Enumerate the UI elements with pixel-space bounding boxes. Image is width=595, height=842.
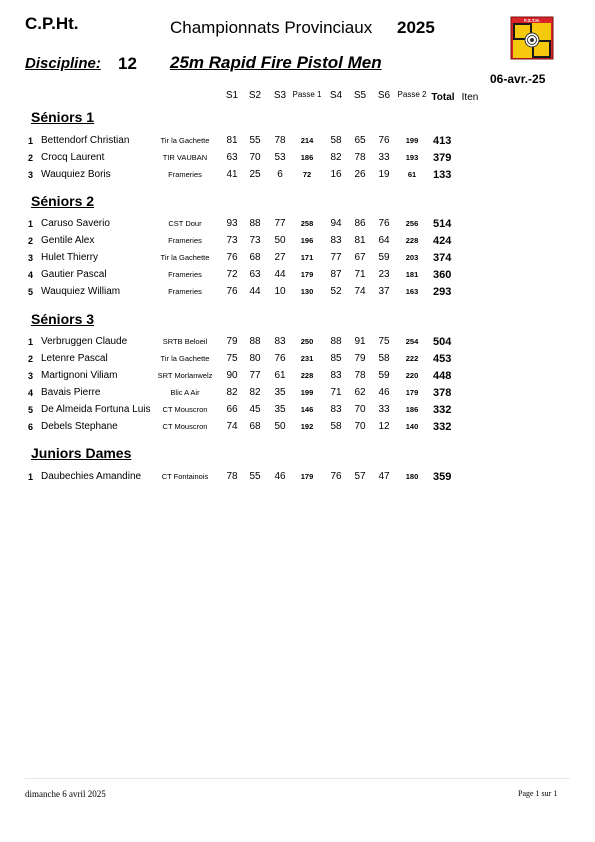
- cell-club: Tir la Gachette: [160, 253, 210, 262]
- cell-p1: 179: [300, 270, 314, 279]
- section-title: Séniors 2: [31, 193, 95, 209]
- table-row: [0, 370, 595, 386]
- cell-s1: 73: [226, 235, 238, 246]
- cell-s2: 77: [249, 370, 261, 381]
- cell-s4: 77: [330, 252, 342, 263]
- cell-total: 332: [433, 421, 452, 433]
- column-header-s6: S6: [377, 90, 391, 101]
- cell-club: Blic A Air: [170, 388, 200, 397]
- table-row: [0, 169, 595, 185]
- cell-s5: 81: [354, 235, 366, 246]
- column-header-total: Total: [431, 92, 455, 103]
- cell-p2: 193: [405, 153, 419, 162]
- cell-s6: 19: [378, 169, 390, 180]
- cell-s2: 63: [249, 269, 261, 280]
- page-number: Page 1 sur 1: [518, 789, 558, 798]
- cell-rank: 1: [28, 472, 34, 482]
- cell-rank: 5: [28, 405, 34, 415]
- cell-s3: 6: [277, 169, 283, 180]
- cell-s5: 67: [354, 252, 366, 263]
- cell-total: 413: [433, 135, 452, 147]
- cell-s6: 75: [378, 336, 390, 347]
- table-row: [0, 152, 595, 168]
- table-row: [0, 269, 595, 285]
- cell-s6: 59: [378, 370, 390, 381]
- cell-s1: 79: [226, 336, 238, 347]
- cell-s6: 46: [378, 387, 390, 398]
- cell-s4: 58: [330, 421, 342, 432]
- cell-s5: 79: [354, 353, 366, 364]
- cell-club: CT Fontainois: [161, 472, 209, 481]
- cell-s4: 71: [330, 387, 342, 398]
- table-row: [0, 471, 595, 487]
- cell-s6: 33: [378, 404, 390, 415]
- cell-s5: 70: [354, 421, 366, 432]
- cell-s3: 35: [274, 404, 286, 415]
- cell-rank: 3: [28, 170, 34, 180]
- discipline-number: 12: [118, 54, 137, 73]
- footer-divider: [25, 778, 570, 779]
- cell-total: 379: [433, 152, 452, 164]
- table-row: [0, 235, 595, 251]
- cell-s4: 87: [330, 269, 342, 280]
- cell-s2: 45: [249, 404, 261, 415]
- cell-club: Frameries: [168, 287, 202, 296]
- cell-rank: 1: [28, 337, 34, 347]
- cell-s2: 88: [249, 336, 261, 347]
- cell-p2: 181: [405, 270, 419, 279]
- cell-s3: 46: [274, 471, 286, 482]
- cell-s3: 53: [274, 152, 286, 163]
- cell-p1: 258: [300, 219, 314, 228]
- cell-rank: 5: [28, 287, 34, 297]
- cell-total: 453: [433, 353, 452, 365]
- cell-s6: 58: [378, 353, 390, 364]
- cell-s2: 25: [249, 169, 261, 180]
- cell-s1: 90: [226, 370, 238, 381]
- federation-logo: [510, 16, 554, 60]
- cell-name: Gautier Pascal: [41, 269, 107, 280]
- cell-s3: 50: [274, 421, 286, 432]
- cell-p1: 196: [300, 236, 314, 245]
- cell-p2: 203: [405, 253, 419, 262]
- print-date: dimanche 6 avril 2025: [25, 789, 106, 799]
- column-header-passe2: Passe 2: [397, 90, 427, 99]
- table-row: [0, 218, 595, 234]
- cell-p2: 180: [405, 472, 419, 481]
- cell-s4: 83: [330, 370, 342, 381]
- cell-p2: 256: [405, 219, 419, 228]
- cell-club: Tir la Gachette: [160, 354, 210, 363]
- cell-s2: 68: [249, 252, 261, 263]
- cell-s4: 58: [330, 135, 342, 146]
- cell-total: 448: [433, 370, 452, 382]
- cell-rank: 4: [28, 388, 34, 398]
- cell-club: SRT Morlanwelz: [157, 371, 213, 380]
- cell-total: 424: [433, 235, 452, 247]
- cell-s2: 44: [249, 286, 261, 297]
- cell-total: 332: [433, 404, 452, 416]
- table-row: [0, 252, 595, 268]
- cell-p2: 222: [405, 354, 419, 363]
- cell-s6: 76: [378, 135, 390, 146]
- competition-year: 2025: [397, 18, 435, 37]
- column-header-s2: S2: [248, 90, 262, 101]
- cell-s5: 57: [354, 471, 366, 482]
- section-title: Séniors 1: [31, 109, 95, 125]
- cell-club: Frameries: [168, 170, 202, 179]
- table-row: [0, 336, 595, 352]
- cell-total: 360: [433, 269, 452, 281]
- cell-rank: 4: [28, 270, 34, 280]
- cell-s2: 55: [249, 135, 261, 146]
- cell-p1: 192: [300, 422, 314, 431]
- cell-s2: 80: [249, 353, 261, 364]
- cell-name: Wauquiez William: [41, 286, 121, 297]
- cell-rank: 6: [28, 422, 34, 432]
- event-title: 25m Rapid Fire Pistol Men: [170, 53, 382, 72]
- cell-s2: 55: [249, 471, 261, 482]
- cell-s3: 50: [274, 235, 286, 246]
- svg-text:F.S.T.H.: F.S.T.H.: [524, 18, 540, 23]
- cell-s2: 82: [249, 387, 261, 398]
- cell-s5: 91: [354, 336, 366, 347]
- cell-s6: 37: [378, 286, 390, 297]
- cell-s4: 16: [330, 169, 342, 180]
- cell-name: Verbruggen Claude: [41, 336, 128, 347]
- cell-rank: 3: [28, 253, 34, 263]
- column-header-passe1: Passe 1: [292, 90, 322, 99]
- cell-s3: 76: [274, 353, 286, 364]
- cell-name: Bettendorf Christian: [41, 135, 130, 146]
- cell-s6: 76: [378, 218, 390, 229]
- cell-name: Gentile Alex: [41, 235, 95, 246]
- cell-name: Daubechies Amandine: [41, 471, 142, 482]
- cell-s1: 66: [226, 404, 238, 415]
- cell-club: Tir la Gachette: [160, 136, 210, 145]
- cell-s5: 74: [354, 286, 366, 297]
- cell-s1: 76: [226, 286, 238, 297]
- cell-p2: 140: [405, 422, 419, 431]
- cell-p1: 214: [300, 136, 314, 145]
- cell-s1: 41: [226, 169, 238, 180]
- cell-p1: 228: [300, 371, 314, 380]
- cell-name: De Almeida Fortuna Luis: [41, 404, 151, 415]
- cell-total: 133: [433, 169, 452, 181]
- cell-s1: 76: [226, 252, 238, 263]
- column-header-s4: S4: [329, 90, 343, 101]
- cell-p2: 228: [405, 236, 419, 245]
- cell-s4: 82: [330, 152, 342, 163]
- cell-s5: 78: [354, 370, 366, 381]
- cell-rank: 2: [28, 354, 34, 364]
- cell-s2: 68: [249, 421, 261, 432]
- cell-s3: 44: [274, 269, 286, 280]
- cell-s6: 12: [378, 421, 390, 432]
- cell-p2: 61: [407, 170, 417, 179]
- cell-s5: 70: [354, 404, 366, 415]
- cell-total: 378: [433, 387, 452, 399]
- cell-name: Crocq Laurent: [41, 152, 105, 163]
- cell-s5: 71: [354, 269, 366, 280]
- cell-name: Letenre Pascal: [41, 353, 108, 364]
- cell-total: 514: [433, 218, 452, 230]
- cell-s4: 88: [330, 336, 342, 347]
- cell-p2: 163: [405, 287, 419, 296]
- cell-s5: 62: [354, 387, 366, 398]
- cell-rank: 2: [28, 236, 34, 246]
- section-title: Juniors Dames: [31, 445, 132, 461]
- cell-total: 374: [433, 252, 452, 264]
- cell-total: 504: [433, 336, 452, 348]
- cell-p1: 130: [300, 287, 314, 296]
- cell-s1: 78: [226, 471, 238, 482]
- cell-s4: 94: [330, 218, 342, 229]
- section-title: Séniors 3: [31, 311, 95, 327]
- table-row: [0, 353, 595, 369]
- table-row: [0, 135, 595, 151]
- cell-p1: 250: [300, 337, 314, 346]
- cell-name: Wauquiez Boris: [41, 169, 111, 180]
- cell-name: Caruso Saverio: [41, 218, 110, 229]
- cell-p2: 220: [405, 371, 419, 380]
- cell-rank: 1: [28, 219, 34, 229]
- cell-s3: 77: [274, 218, 286, 229]
- cell-club: Frameries: [168, 270, 202, 279]
- column-header-iten: Iten: [461, 92, 479, 103]
- cell-s3: 35: [274, 387, 286, 398]
- cell-club: CT Mouscron: [162, 405, 208, 414]
- cell-p1: 231: [300, 354, 314, 363]
- cell-s4: 76: [330, 471, 342, 482]
- cell-p1: 146: [300, 405, 314, 414]
- cell-s5: 78: [354, 152, 366, 163]
- cell-rank: 3: [28, 371, 34, 381]
- column-header-s5: S5: [353, 90, 367, 101]
- cell-s1: 93: [226, 218, 238, 229]
- cell-s2: 70: [249, 152, 261, 163]
- cell-s4: 83: [330, 404, 342, 415]
- cell-s3: 10: [274, 286, 286, 297]
- cell-total: 359: [433, 471, 452, 483]
- cell-s3: 83: [274, 336, 286, 347]
- table-row: [0, 286, 595, 302]
- cell-club: TIR VAUBAN: [162, 153, 208, 162]
- cell-total: 293: [433, 286, 452, 298]
- cell-s6: 33: [378, 152, 390, 163]
- table-row: [0, 387, 595, 403]
- cell-p1: 72: [302, 170, 312, 179]
- discipline-label: Discipline:: [25, 55, 101, 72]
- cell-rank: 2: [28, 153, 34, 163]
- cell-p1: 186: [300, 153, 314, 162]
- column-header-s3: S3: [273, 90, 287, 101]
- table-row: [0, 404, 595, 420]
- organization-name: C.P.Ht.: [25, 14, 79, 33]
- event-date: 06-avr.-25: [490, 72, 546, 86]
- cell-s6: 59: [378, 252, 390, 263]
- cell-s3: 27: [274, 252, 286, 263]
- cell-s1: 63: [226, 152, 238, 163]
- cell-s3: 61: [274, 370, 286, 381]
- cell-p1: 171: [300, 253, 314, 262]
- cell-s4: 83: [330, 235, 342, 246]
- cell-club: CT Mouscron: [162, 422, 208, 431]
- cell-s1: 81: [226, 135, 238, 146]
- cell-name: Hulet Thierry: [41, 252, 99, 263]
- cell-name: Martignoni Viliam: [41, 370, 118, 381]
- cell-p2: 179: [405, 388, 419, 397]
- cell-p2: 199: [405, 136, 419, 145]
- cell-club: SRTB Beloeil: [162, 337, 208, 346]
- cell-s1: 74: [226, 421, 238, 432]
- cell-s1: 82: [226, 387, 238, 398]
- cell-s1: 72: [226, 269, 238, 280]
- cell-s5: 86: [354, 218, 366, 229]
- cell-p1: 179: [300, 472, 314, 481]
- cell-s2: 88: [249, 218, 261, 229]
- cell-s5: 65: [354, 135, 366, 146]
- cell-p2: 254: [405, 337, 419, 346]
- cell-s4: 52: [330, 286, 342, 297]
- cell-s3: 78: [274, 135, 286, 146]
- cell-s4: 85: [330, 353, 342, 364]
- cell-club: Frameries: [168, 236, 202, 245]
- cell-p1: 199: [300, 388, 314, 397]
- cell-name: Bavais Pierre: [41, 387, 101, 398]
- cell-rank: 1: [28, 136, 34, 146]
- cell-s5: 26: [354, 169, 366, 180]
- column-header-s1: S1: [225, 90, 239, 101]
- cell-p2: 186: [405, 405, 419, 414]
- cell-s6: 64: [378, 235, 390, 246]
- cell-s1: 75: [226, 353, 238, 364]
- table-row: [0, 421, 595, 437]
- cell-club: CST Dour: [168, 219, 202, 228]
- cell-s6: 23: [378, 269, 390, 280]
- cell-s6: 47: [378, 471, 390, 482]
- competition-title: Championnats Provinciaux: [170, 18, 373, 37]
- cell-name: Debels Stephane: [41, 421, 118, 432]
- cell-s2: 73: [249, 235, 261, 246]
